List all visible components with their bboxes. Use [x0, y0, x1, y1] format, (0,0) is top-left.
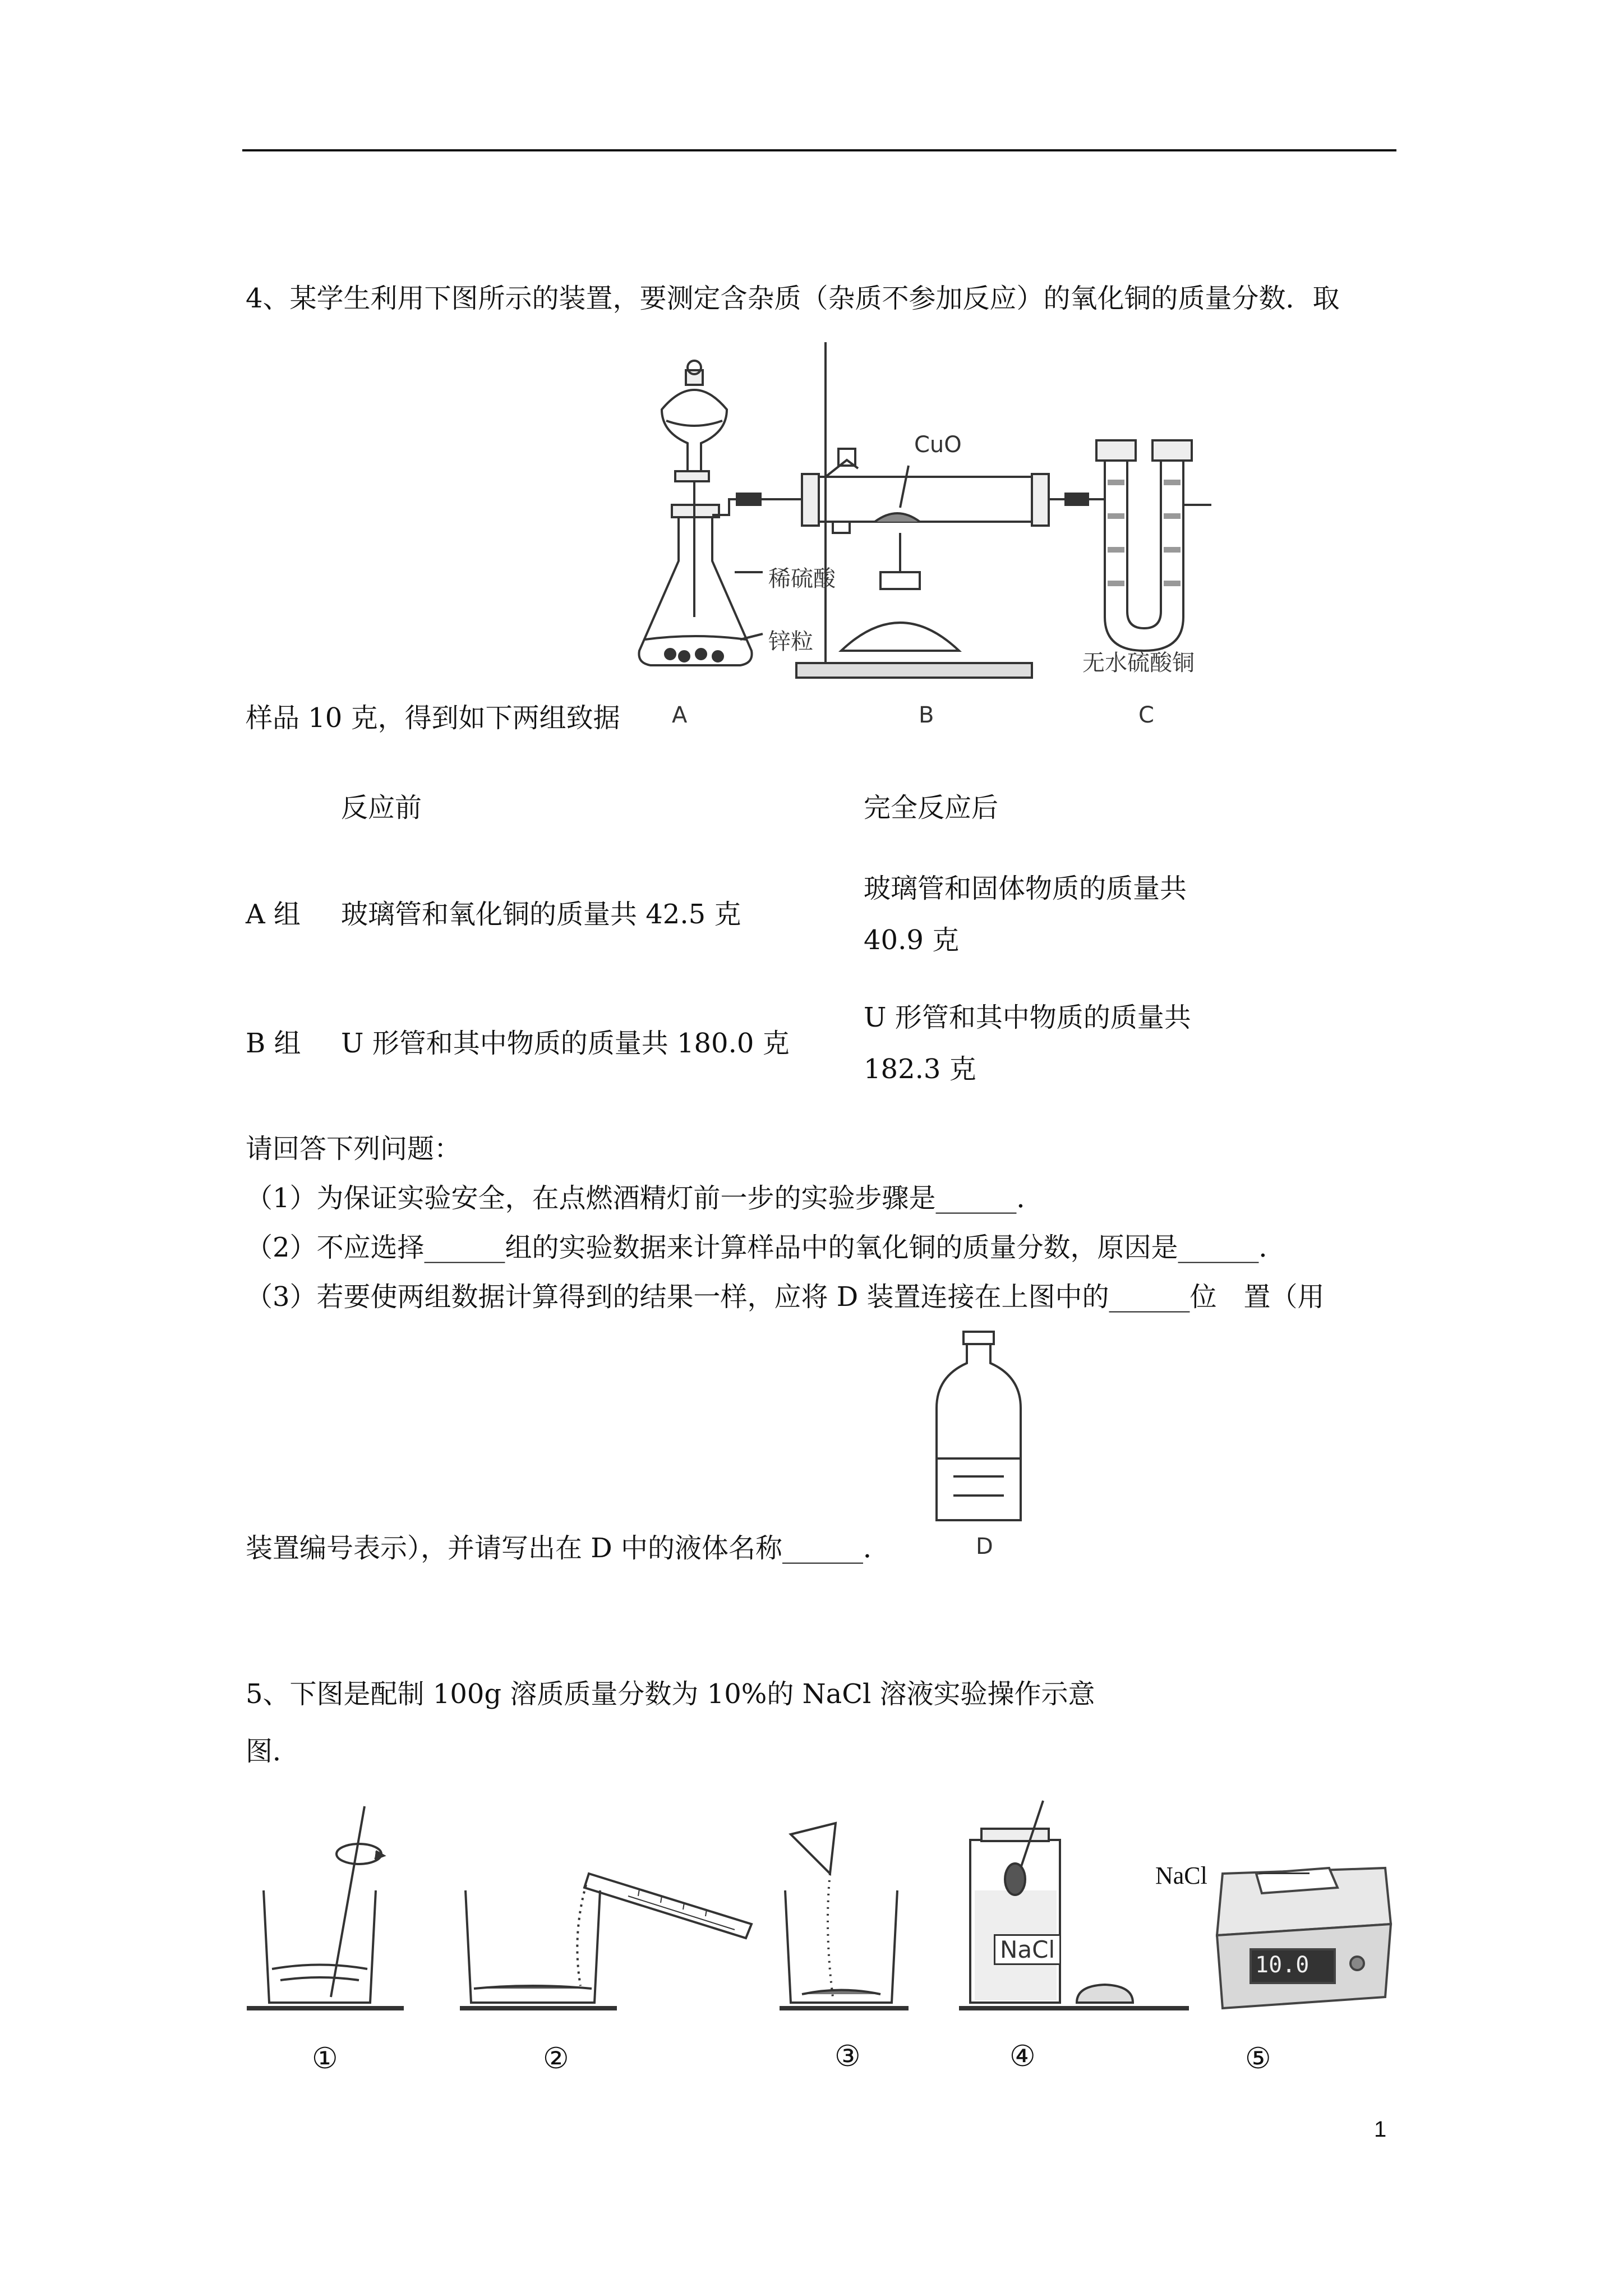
- table-row-b-after-2: 182.3 克: [864, 1053, 976, 1085]
- step-label-2: ②: [543, 2042, 569, 2076]
- q5-stem-line1: 5、下图是配制 100g 溶质质量分数为 10%的 NaCl 溶液实验操作示意: [246, 1678, 1095, 1710]
- nacl-pointer-label: NaCl: [1155, 1862, 1207, 1889]
- scale-reading: 10.0: [1255, 1952, 1310, 1978]
- table-header-before: 反应前: [341, 792, 422, 823]
- nacl-pointer-line: [1259, 1872, 1310, 1874]
- label-anhydrous-cuso4: 无水硫酸铜: [1082, 650, 1195, 676]
- step5-electronic-scale-figure: [1206, 1851, 1396, 2019]
- q4-prompt: 请回答下列问题：: [246, 1133, 462, 1165]
- table-header-after: 完全反应后: [864, 792, 999, 823]
- label-B: B: [919, 702, 934, 728]
- q4-stem-line1: 4、某学生利用下图所示的装置，要测定含杂质（杂质不参加反应）的氧化铜的质量分数．取: [246, 283, 1340, 314]
- label-A: A: [672, 702, 688, 728]
- q4-sub1: （1）为保证实验安全，在点燃酒精灯前一步的实验步骤是______．: [246, 1182, 1044, 1214]
- q5-stem-line2: 图．: [246, 1736, 300, 1767]
- table-row-a-after-1: 玻璃管和固体物质的质量共: [864, 873, 1187, 904]
- q4-stem-line2: 样品 10 克，得到如下两组致据: [246, 702, 620, 734]
- step1-stirring-figure: [247, 1801, 415, 2019]
- table-row-b-group: B 组: [246, 1028, 301, 1059]
- label-D: D: [976, 1534, 993, 1559]
- step2-pouring-figure: [460, 1834, 763, 2019]
- table-row-a-before: 玻璃管和氧化铜的质量共 42.5 克: [341, 899, 741, 930]
- step-label-4: ④: [1009, 2040, 1036, 2073]
- page-number: 1: [1374, 2117, 1387, 2142]
- label-zinc: 锌粒: [768, 629, 813, 655]
- apparatus-figure: [617, 337, 1256, 763]
- nacl-bottle-label: NaCl: [994, 1934, 1061, 1965]
- q4-sub3-line2: 装置编号表示），并请写出在 D 中的液体名称______．: [246, 1533, 891, 1564]
- step-label-3: ③: [834, 2040, 861, 2073]
- label-dilute-acid: 稀硫酸: [768, 566, 836, 592]
- header-rule: [242, 149, 1396, 151]
- q4-sub2: （2）不应选择______组的实验数据来计算样品中的氧化铜的质量分数，原因是______．: [246, 1232, 1286, 1263]
- table-row-b-before: U 形管和其中物质的质量共 180.0 克: [341, 1028, 790, 1059]
- step4-reagent-bottle-figure: [959, 1795, 1195, 2019]
- label-cuo: CuO: [914, 432, 962, 458]
- step-label-1: ①: [312, 2042, 338, 2076]
- table-row-a-after-2: 40.9 克: [864, 924, 960, 956]
- table-row-a-group: A 组: [246, 899, 301, 930]
- label-C: C: [1138, 702, 1154, 728]
- step-label-5: ⑤: [1245, 2042, 1271, 2076]
- table-row-b-after-1: U 形管和其中物质的质量共: [864, 1002, 1191, 1033]
- step3-adding-solid-figure: [780, 1818, 914, 2019]
- bottle-d-figure: [931, 1329, 1026, 1526]
- q4-sub3-line1: （3）若要使两组数据计算得到的结果一样，应将 D 装置连接在上图中的______位 置（用: [246, 1281, 1325, 1313]
